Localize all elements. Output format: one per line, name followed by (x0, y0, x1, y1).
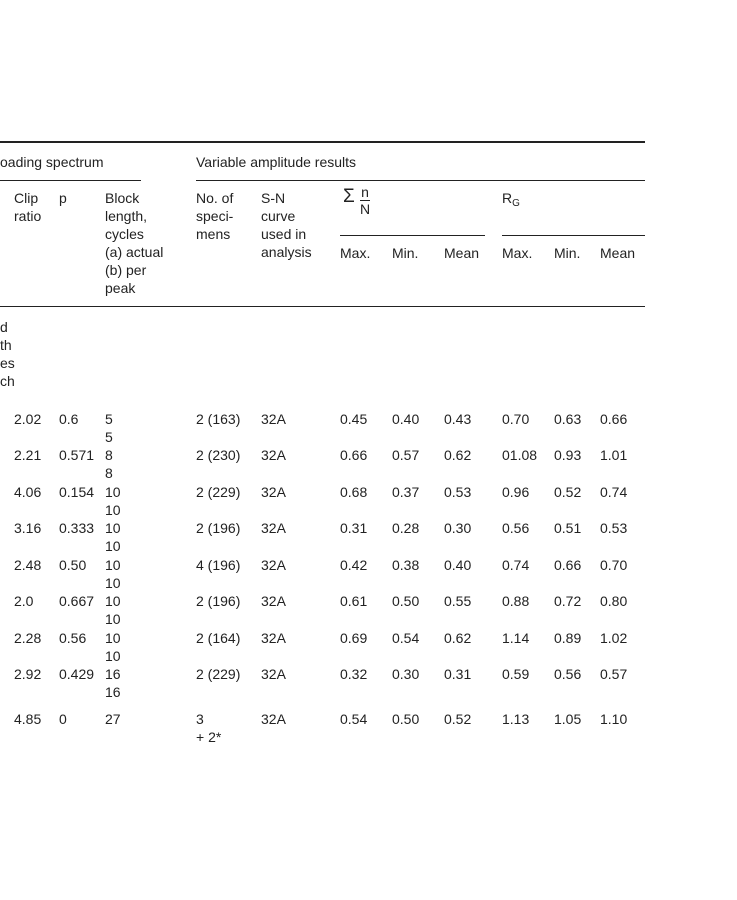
cell-block-a: 10 (105, 630, 121, 646)
rg-max-header: Max. (502, 245, 533, 261)
cell-block-b: 10 (105, 502, 121, 518)
cell-sn: 32A (261, 520, 286, 536)
p-header: p (59, 190, 67, 206)
cell-sum-max: 0.45 (340, 411, 368, 427)
cell-sum-max: 0.68 (340, 484, 368, 500)
cell-rg-max: 1.13 (502, 711, 530, 727)
cell-sn: 32A (261, 593, 286, 609)
cell-sum-min: 0.38 (392, 557, 420, 573)
clip-ratio-header: Clip ratio (14, 190, 42, 224)
cell-sum-min: 0.37 (392, 484, 420, 500)
sum-mean-header: Mean (444, 245, 480, 261)
cell-clip: 2.02 (14, 411, 42, 427)
cell-block-b: 10 (105, 611, 121, 627)
sum-numerator: n (361, 184, 369, 200)
cell-sum-max: 0.32 (340, 666, 368, 682)
cell-rg-mean: 0.80 (600, 593, 628, 609)
cell-sn: 32A (261, 711, 286, 727)
cell-sum-mean: 0.52 (444, 711, 472, 727)
table-top-rule (0, 141, 645, 143)
cell-block-a: 10 (105, 593, 121, 609)
cell-rg-max: 01.08 (502, 447, 538, 463)
left-column-fragment: d th es ch (0, 319, 15, 389)
cell-clip: 2.28 (14, 630, 42, 646)
cell-block-a: 10 (105, 557, 121, 573)
cell-sum-max: 0.31 (340, 520, 368, 536)
cell-block-b: 10 (105, 575, 121, 591)
sum-fraction (360, 184, 370, 217)
sum-underline (340, 235, 485, 236)
sum-max-header: Max. (340, 245, 371, 261)
variable-amplitude-underline (196, 180, 645, 181)
cell-p: 0.56 (59, 630, 87, 646)
cell-block-b: 8 (105, 465, 113, 481)
variable-amplitude-heading: Variable amplitude results (196, 154, 357, 170)
cell-sum-min: 0.30 (392, 666, 420, 682)
cell-sum-mean: 0.30 (444, 520, 472, 536)
cell-sn: 32A (261, 557, 286, 573)
cell-sn: 32A (261, 447, 286, 463)
cell-rg-max: 0.56 (502, 520, 530, 536)
cell-clip: 2.0 (14, 593, 34, 609)
cell-rg-min: 1.05 (554, 711, 582, 727)
rg-mean-header: Mean (600, 245, 636, 261)
cell-p: 0 (59, 711, 67, 727)
cell-rg-min: 0.51 (554, 520, 582, 536)
cell-rg-mean: 0.70 (600, 557, 628, 573)
cell-rg-max: 0.96 (502, 484, 530, 500)
cell-sn: 32A (261, 630, 286, 646)
cell-sum-mean: 0.40 (444, 557, 472, 573)
cell-specimens: 2 (163) (196, 411, 241, 427)
cell-block-a: 16 (105, 666, 121, 682)
cell-sum-max: 0.61 (340, 593, 368, 609)
cell-sum-min: 0.50 (392, 711, 420, 727)
cell-clip: 2.92 (14, 666, 42, 682)
cell-rg-max: 0.59 (502, 666, 530, 682)
sum-min-header: Min. (392, 245, 419, 261)
cell-block-a: 8 (105, 447, 113, 463)
cell-sn: 32A (261, 666, 286, 682)
cell-block-b: 5 (105, 429, 113, 445)
cell-rg-mean: 1.02 (600, 630, 628, 646)
rg-header: $R_G$ (502, 190, 520, 209)
cell-rg-min: 0.52 (554, 484, 582, 500)
cell-clip: 4.06 (14, 484, 42, 500)
cell-rg-min: 0.93 (554, 447, 582, 463)
cell-p: 0.333 (59, 520, 95, 536)
cell-sum-min: 0.57 (392, 447, 420, 463)
cell-clip: 4.85 (14, 711, 42, 727)
cell-specimens: 2 (196) (196, 520, 241, 536)
cell-clip: 2.21 (14, 447, 42, 463)
cell-clip: 3.16 (14, 520, 42, 536)
cell-sn: 32A (261, 411, 286, 427)
sum-symbol: Σ (343, 186, 355, 207)
cell-specimens: 2 (230) (196, 447, 241, 463)
loading-spectrum-heading: oading spectrum (0, 154, 104, 170)
cell-rg-max: 0.74 (502, 557, 530, 573)
cell-block-a: 5 (105, 411, 113, 427)
cell-sum-min: 0.54 (392, 630, 420, 646)
cell-rg-mean: 0.74 (600, 484, 628, 500)
cell-specimens: 4 (196) (196, 557, 241, 573)
cell-rg-max: 0.70 (502, 411, 530, 427)
cell-specimens: 2 (164) (196, 630, 241, 646)
cell-specimens: 3 (196, 711, 204, 727)
loading-spectrum-underline (0, 180, 141, 181)
cell-p: 0.571 (59, 447, 95, 463)
cell-specimens: 2 (196) (196, 593, 241, 609)
cell-sum-mean: 0.53 (444, 484, 472, 500)
cell-sum-min: 0.50 (392, 593, 420, 609)
cell-sn: 32A (261, 484, 286, 500)
cell-block-a: 27 (105, 711, 121, 727)
cell-p: 0.6 (59, 411, 79, 427)
cell-sum-max: 0.54 (340, 711, 368, 727)
cell-p: 0.429 (59, 666, 95, 682)
rg-min-header: Min. (554, 245, 581, 261)
cell-block-b: 10 (105, 538, 121, 554)
cell-sum-max: 0.69 (340, 630, 368, 646)
cell-sum-mean: 0.62 (444, 447, 472, 463)
cell-rg-min: 0.66 (554, 557, 582, 573)
block-length-header: Block length, cycles (a) actual (b) per peak (105, 190, 164, 296)
sn-curve-header: S-N curve used in analysis (261, 190, 312, 260)
cell-sum-mean: 0.43 (444, 411, 472, 427)
cell-rg-mean: 0.57 (600, 666, 628, 682)
cell-specimens: 2 (229) (196, 484, 241, 500)
cell-rg-mean: 0.66 (600, 411, 628, 427)
cell-specimens: 2 (229) (196, 666, 241, 682)
cell-p: 0.667 (59, 593, 95, 609)
cell-rg-mean: 1.10 (600, 711, 628, 727)
cell-block-a: 10 (105, 484, 121, 500)
cell-rg-min: 0.56 (554, 666, 582, 682)
cell-rg-min: 0.63 (554, 411, 582, 427)
cell-sum-max: 0.42 (340, 557, 368, 573)
sum-denominator: N (360, 201, 371, 217)
cell-block-b: 10 (105, 648, 121, 664)
cell-clip: 2.48 (14, 557, 42, 573)
cell-block-b: 16 (105, 684, 121, 700)
cell-sum-mean: 0.62 (444, 630, 472, 646)
cell-rg-max: 0.88 (502, 593, 530, 609)
cell-rg-mean: 1.01 (600, 447, 628, 463)
cell-rg-min: 0.72 (554, 593, 582, 609)
cell-sum-min: 0.28 (392, 520, 420, 536)
rg-underline (502, 235, 645, 236)
cell-specimens-extra: + 2* (196, 729, 222, 745)
cell-block-a: 10 (105, 520, 121, 536)
cell-sum-mean: 0.55 (444, 593, 472, 609)
cell-rg-max: 1.14 (502, 630, 530, 646)
specimens-header: No. of speci- mens (196, 190, 234, 242)
cell-sum-max: 0.66 (340, 447, 368, 463)
cell-p: 0.50 (59, 557, 87, 573)
cell-rg-min: 0.89 (554, 630, 582, 646)
cell-sum-min: 0.40 (392, 411, 420, 427)
cell-rg-mean: 0.53 (600, 520, 628, 536)
header-bottom-rule (0, 306, 645, 307)
cell-sum-mean: 0.31 (444, 666, 472, 682)
cell-p: 0.154 (59, 484, 95, 500)
